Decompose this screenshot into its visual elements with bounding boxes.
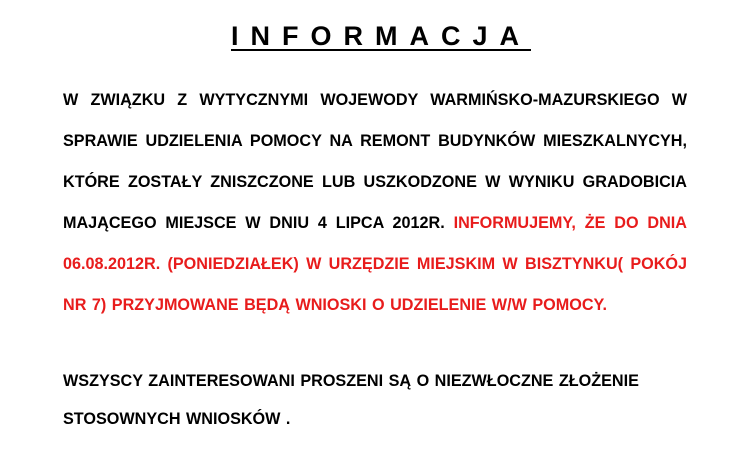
document-title-container [0, 20, 750, 52]
announcement-context-text: W ZWIĄZKU Z WYTYCZNYMI WOJEWODY WARMIŃSKO-MAZURSKIEGO W SPRAWIE UDZIELENIA POMOCY NA REMONT BUDYNKÓW MIESZKALNYCYH, KTÓRE ZOSTAŁY ZNISZCZONE LUB USZKODZONE W WYNIKU GRADOBICIA MAJĄCEGO MIEJSCE W DNIU 4 LIPCA 2012R. [63, 91, 687, 232]
announcement-deadline-text: INFORMUJEMY, ŻE DO DNIA 06.08.2012R. (PONIEDZIAŁEK) W URZĘDZIE MIEJSKIM W BISZTYNKU( POKÓJ NR 7) PRZYJMOWANE BĘDĄ WNIOSKI O UDZIELENIE W/W POMOCY. [63, 214, 687, 314]
document-title: INFORMACJA [231, 21, 531, 51]
appeal-paragraph [63, 362, 687, 438]
announcement-paragraph [63, 80, 687, 326]
appeal-text: WSZYSCY ZAINTERESOWANI PROSZENI SĄ O NIEZWŁOCZNE ZŁOŻENIE STOSOWNYCH WNIOSKÓW . [63, 372, 639, 428]
